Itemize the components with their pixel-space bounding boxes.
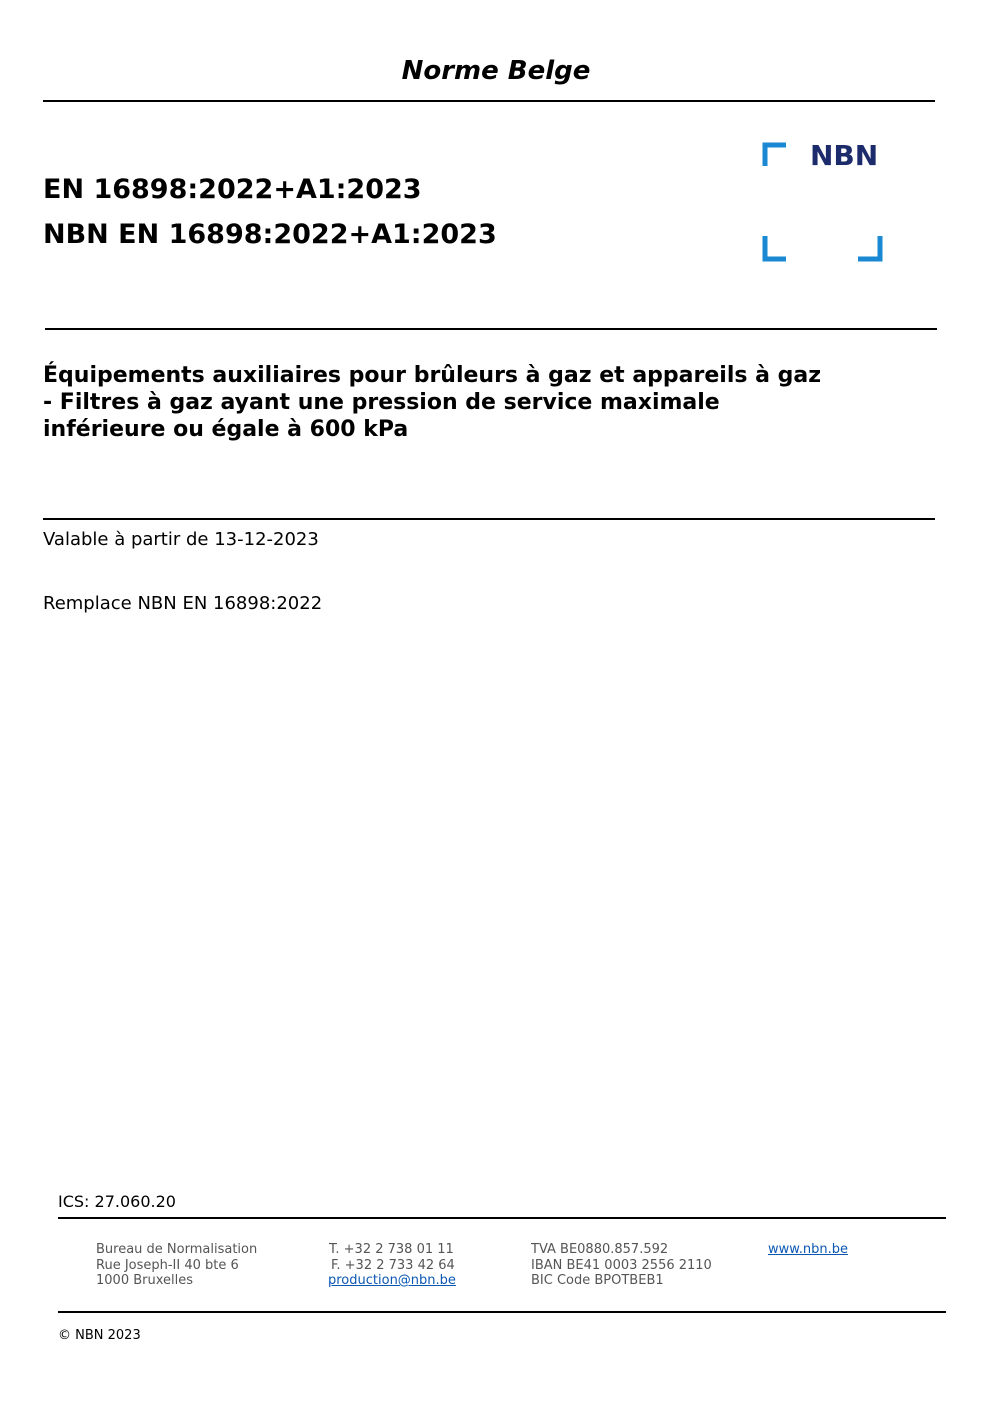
title-bottom-divider bbox=[43, 518, 935, 520]
phone-number: T. +32 2 738 01 11 bbox=[329, 1242, 454, 1257]
footer-contact bbox=[328, 1242, 456, 1289]
header-divider bbox=[43, 100, 935, 102]
title-top-divider bbox=[45, 328, 937, 330]
footer-bottom-divider bbox=[58, 1311, 946, 1313]
fax-number: F. +32 2 733 42 64 bbox=[331, 1257, 455, 1273]
address-line: Bureau de Normalisation bbox=[96, 1242, 258, 1257]
title-line: inférieure ou égale à 600 kPa bbox=[43, 417, 409, 442]
nbn-logo bbox=[760, 140, 886, 266]
footer-banking bbox=[531, 1242, 712, 1289]
website-link[interactable]: www.nbn.be bbox=[768, 1242, 848, 1257]
email-link[interactable]: production@nbn.be bbox=[328, 1273, 456, 1288]
bic-code: BIC Code BPOTBEB1 bbox=[531, 1273, 664, 1288]
replaces-notice: Remplace NBN EN 16898:2022 bbox=[43, 593, 323, 614]
en-reference: EN 16898:2022+A1:2023 bbox=[43, 174, 422, 205]
address-line: 1000 Bruxelles bbox=[96, 1273, 194, 1288]
title-line: Équipements auxiliaires pour brûleurs à gaz et appareils à gaz bbox=[43, 363, 822, 388]
iban-number: IBAN BE41 0003 2556 2110 bbox=[531, 1257, 712, 1273]
vat-number: TVA BE0880.857.592 bbox=[531, 1242, 669, 1257]
title-line: - Filtres à gaz ayant une pression de service maximale bbox=[43, 390, 720, 415]
ics-code: ICS: 27.060.20 bbox=[58, 1192, 176, 1211]
document-title bbox=[43, 362, 903, 443]
page-header-title: Norme Belge bbox=[401, 56, 591, 86]
footer-address bbox=[96, 1242, 257, 1289]
logo-text: NBN bbox=[810, 140, 879, 172]
footer-top-divider bbox=[58, 1217, 946, 1219]
copyright-notice: © NBN 2023 bbox=[58, 1328, 141, 1343]
validity-date: Valable à partir de 13-12-2023 bbox=[43, 529, 319, 550]
nbn-reference: NBN EN 16898:2022+A1:2023 bbox=[43, 219, 497, 250]
address-line: Rue Joseph-II 40 bte 6 bbox=[96, 1257, 239, 1273]
nbn-logo-graphic bbox=[760, 140, 886, 266]
footer-web bbox=[768, 1242, 848, 1258]
